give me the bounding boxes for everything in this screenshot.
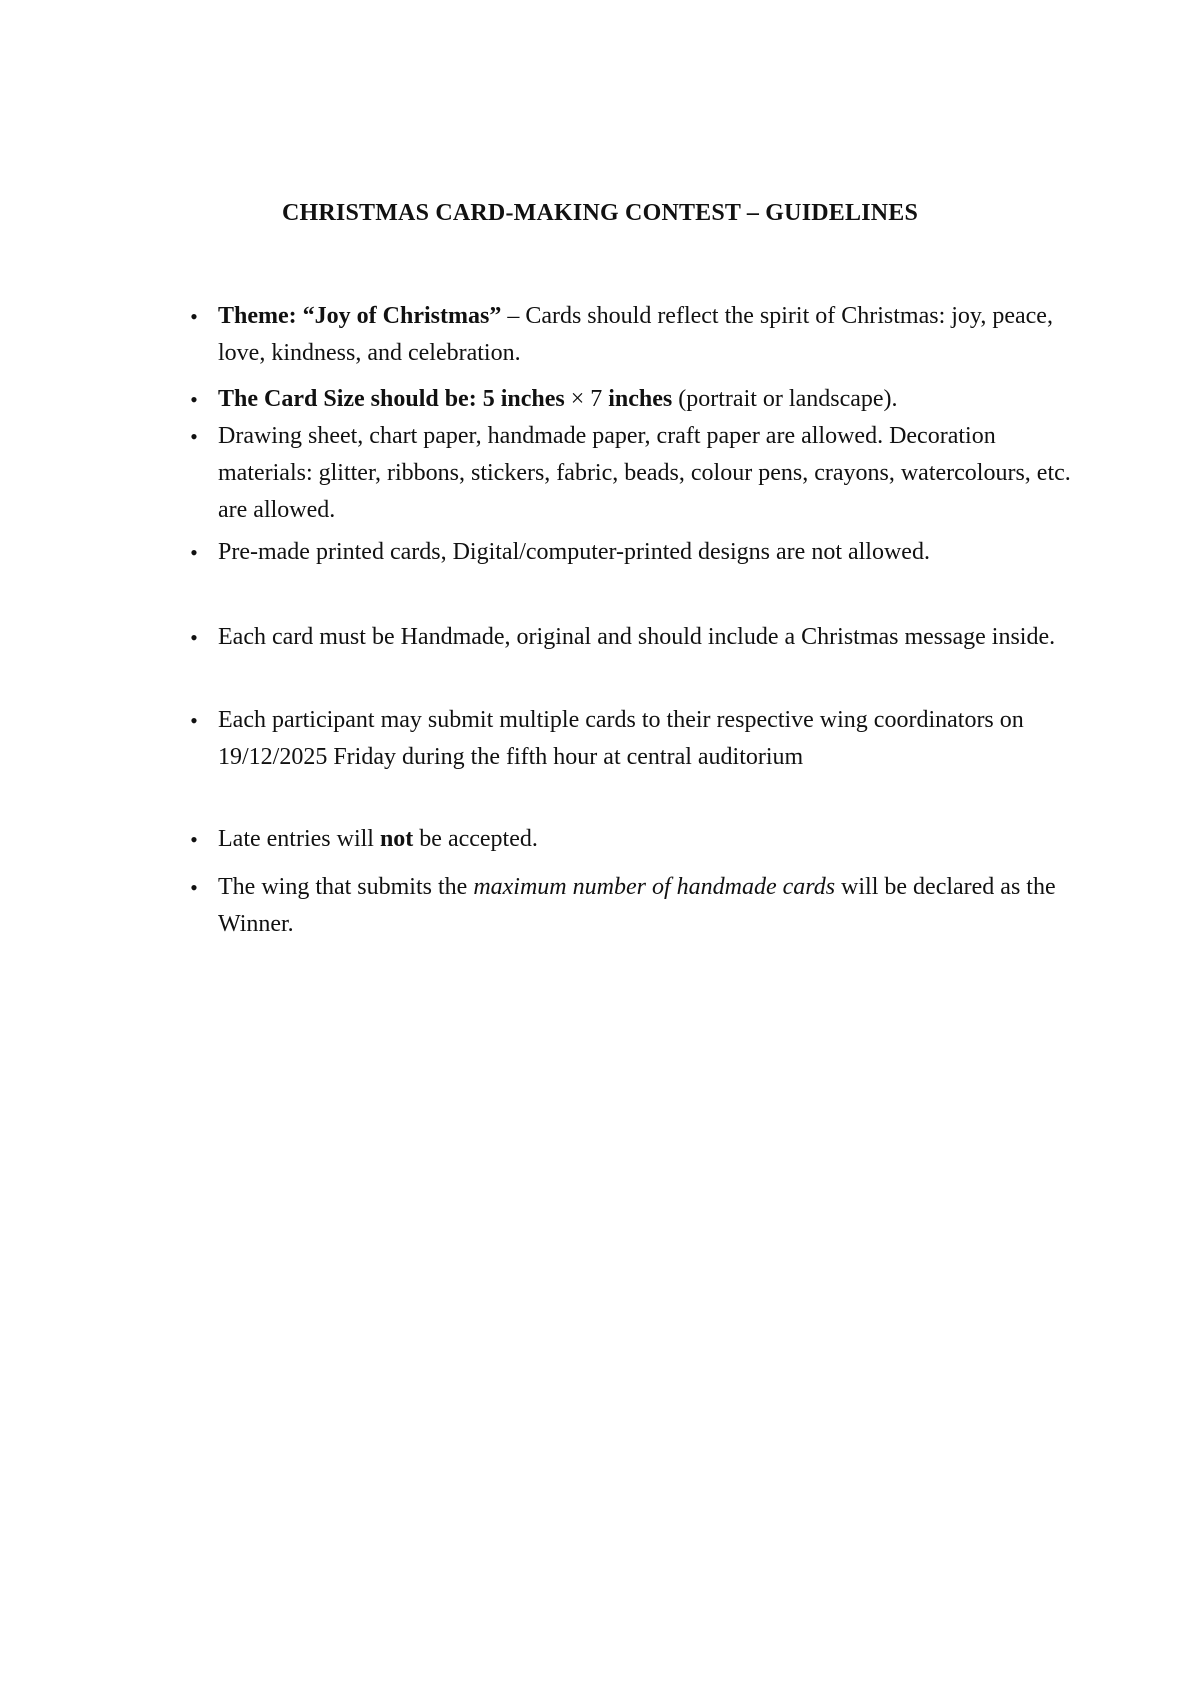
winner-text-after: will be declared as the Winner. — [218, 874, 1056, 937]
card-size-height: inches — [608, 386, 673, 412]
guideline-handmade — [190, 619, 1088, 656]
bullet-icon: • — [190, 304, 198, 329]
guideline-late-entries — [190, 821, 1088, 858]
late-entries-emphasis: not — [379, 826, 414, 852]
bullet-icon: • — [190, 827, 198, 852]
bullet-icon: • — [190, 424, 198, 449]
theme-label: Theme: — [218, 303, 297, 329]
guideline-not-allowed — [190, 534, 1088, 571]
guideline-theme — [190, 298, 1088, 372]
theme-value: “Joy of Christmas” — [302, 303, 502, 329]
bullet-icon: • — [190, 540, 198, 565]
theme-description: – Cards should reflect the spirit of Christmas: joy, peace, love, kindness, and celebration. — [218, 303, 1053, 366]
guideline-winner — [190, 869, 1088, 943]
materials-text: Drawing sheet, chart paper, handmade paper, craft paper are allowed. Decoration materials: glitter, ribbons, stickers, fabric, beads, colour pens, crayons, watercolours, etc. are allowed. — [218, 423, 1071, 523]
handmade-text: Each card must be Handmade, original and should include a Christmas message inside. — [218, 624, 1056, 650]
submission-text: Each participant may submit multiple cards to their respective wing coordinators on 19/12/2025 Friday during the fifth hour at central auditorium — [218, 707, 1024, 770]
bullet-icon: • — [190, 875, 198, 900]
late-entries-text-before: Late entries will — [218, 826, 380, 852]
guideline-submission — [190, 702, 1088, 776]
winner-text-before: The wing that submits the — [218, 874, 474, 900]
bullet-icon: • — [190, 625, 198, 650]
winner-emphasis: maximum number of handmade cards — [473, 874, 836, 900]
bullet-icon: • — [190, 708, 198, 733]
card-size-width: 5 inches — [482, 386, 565, 412]
card-size-times: × 7 — [564, 386, 609, 412]
guideline-card-size — [190, 381, 1088, 418]
card-size-note: (portrait or landscape). — [672, 386, 898, 412]
late-entries-text-after: be accepted. — [413, 826, 538, 852]
document-title: CHRISTMAS CARD-MAKING CONTEST – GUIDELINES — [281, 200, 919, 226]
guideline-materials — [190, 418, 1088, 529]
card-size-label: The Card Size should be: — [218, 386, 477, 412]
not-allowed-text: Pre-made printed cards, Digital/computer-printed designs are not allowed. — [218, 539, 930, 565]
bullet-icon: • — [190, 387, 198, 412]
